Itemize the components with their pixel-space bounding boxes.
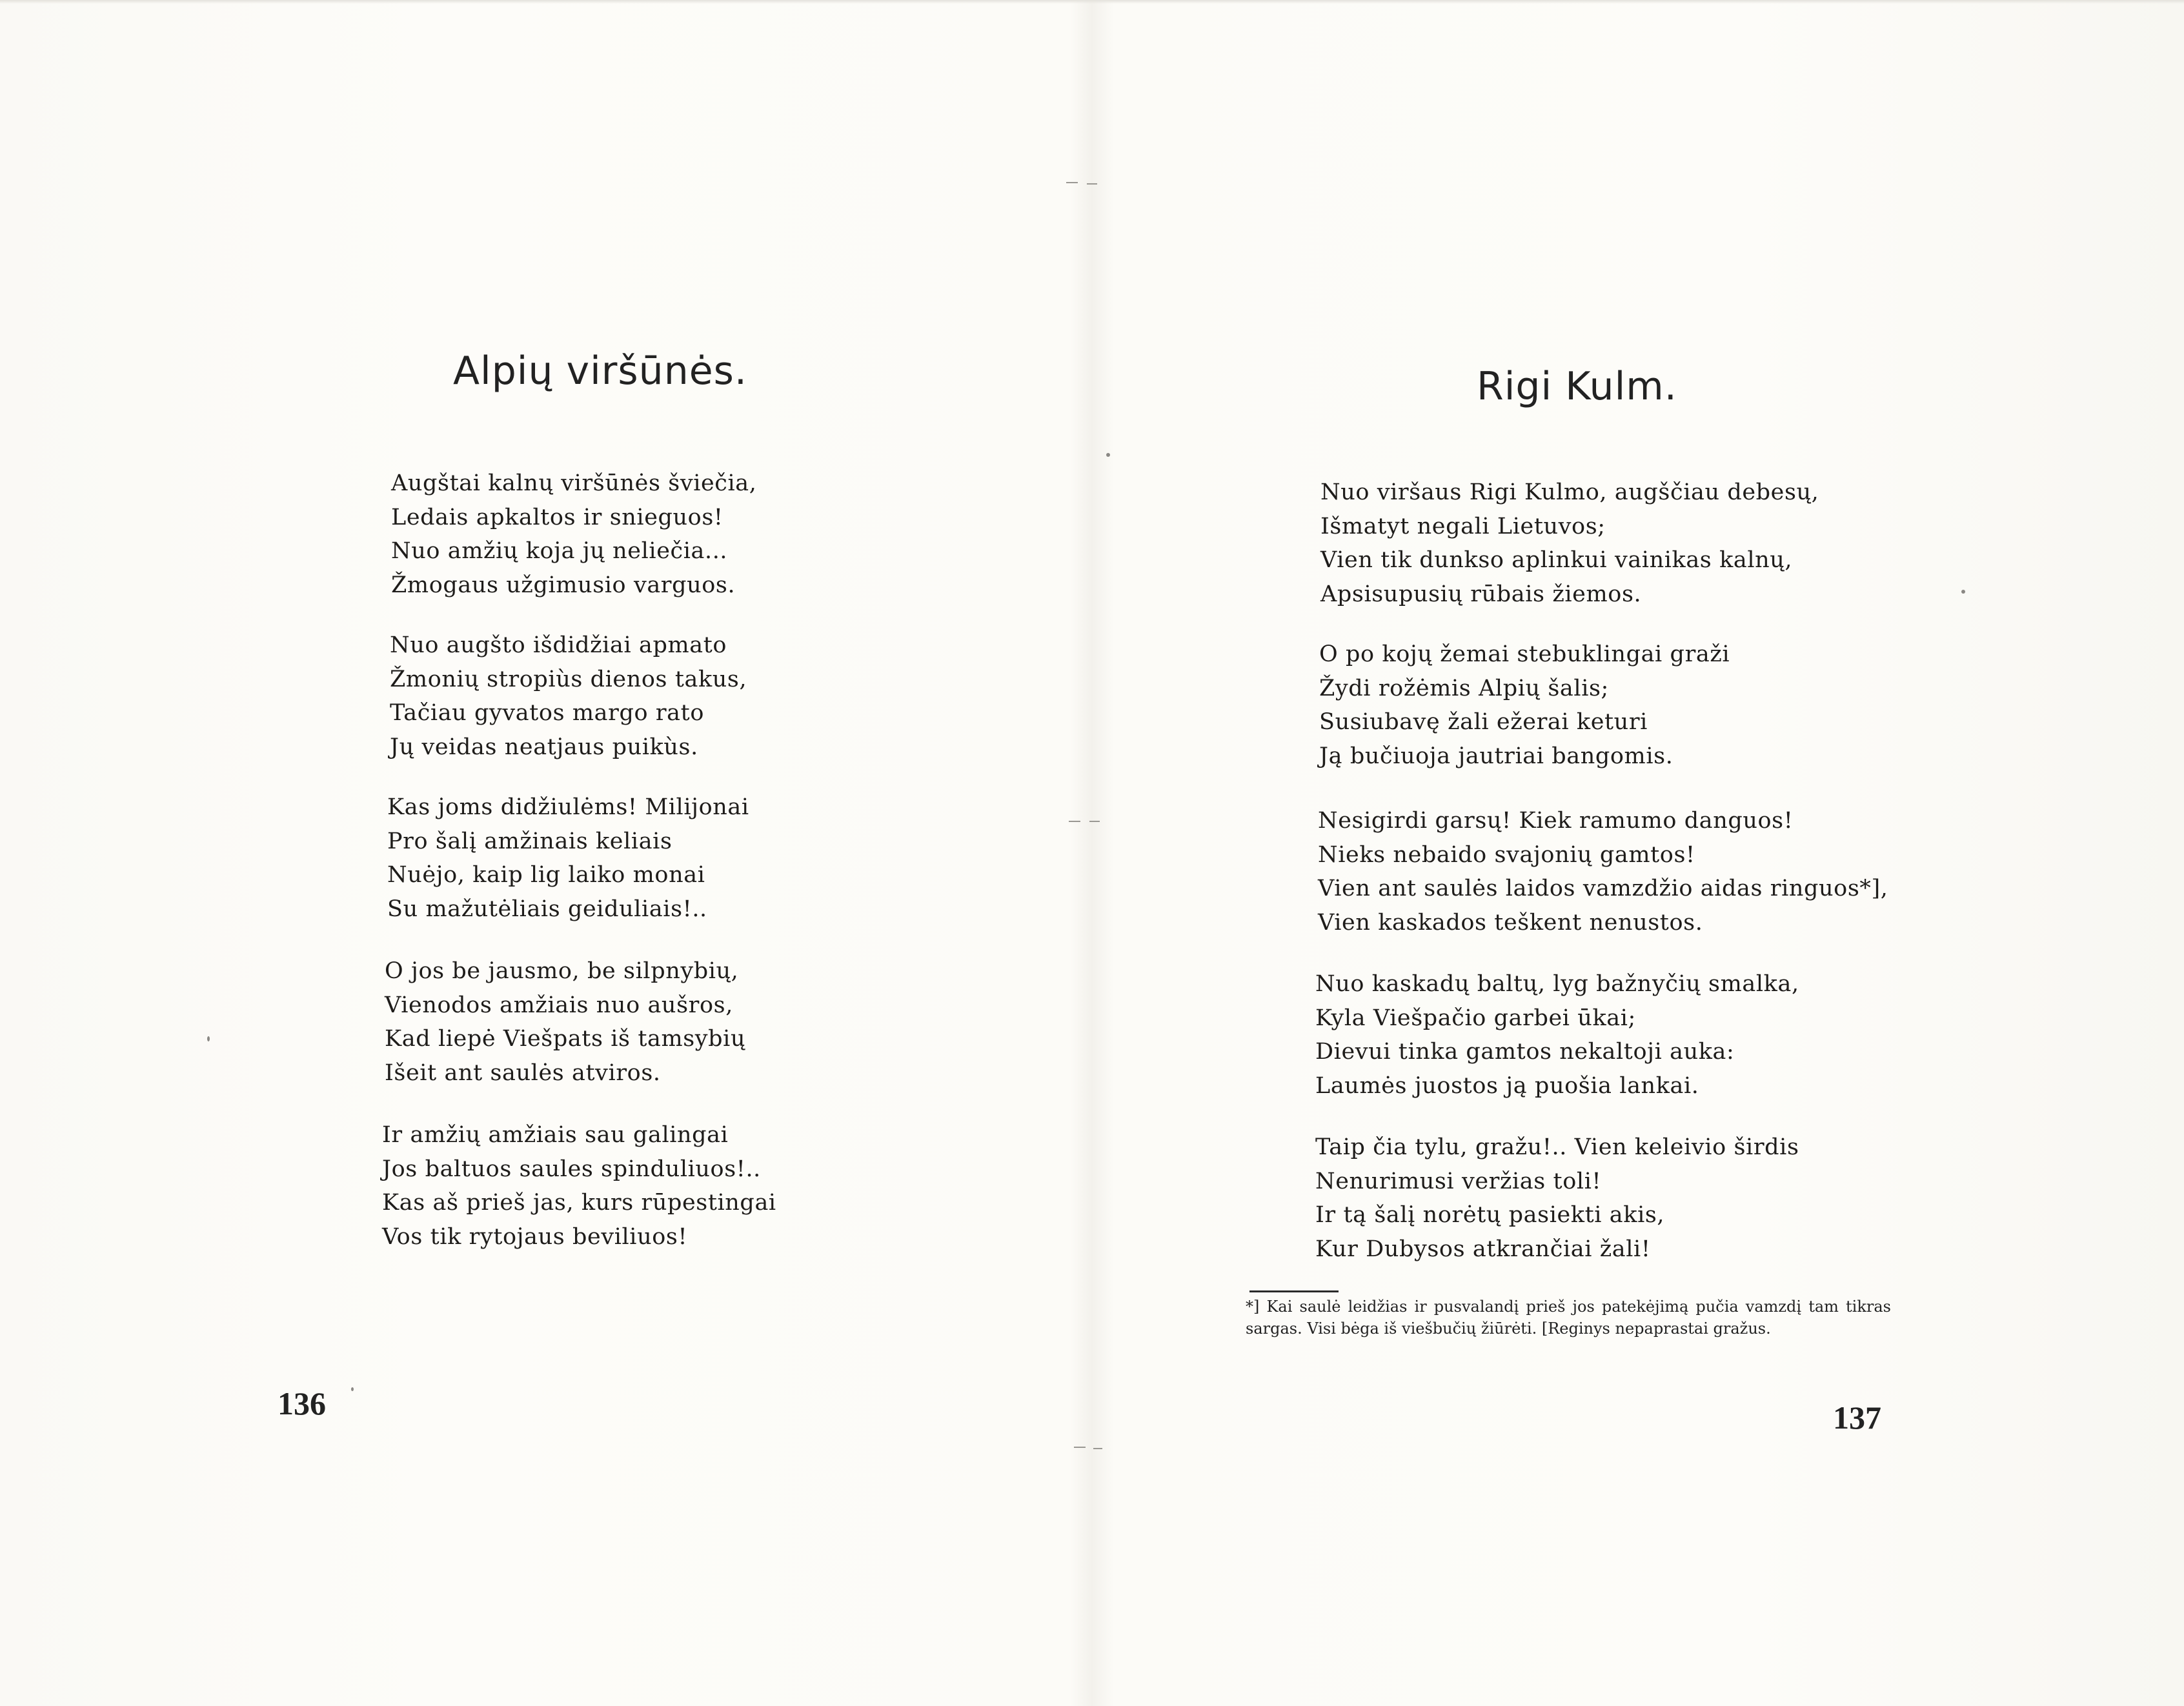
stanza	[1315, 967, 1799, 1103]
poem-title: Alpių viršūnės.	[453, 348, 747, 394]
page-number: 136	[278, 1385, 326, 1421]
verse-line: Nuo amžių koja jų neliečia...	[391, 538, 728, 564]
verse-line: Vienodos amžiais nuo aušros,	[385, 992, 733, 1018]
stanza	[391, 467, 756, 602]
verse-line: Dievui tinka gamtos nekaltoji auka:	[1315, 1039, 1735, 1065]
stanza	[1315, 1130, 1799, 1266]
verse-line: Ir amžių amžiais sau galingai	[382, 1122, 729, 1148]
verse-line: Su mažutėliais geiduliais!..	[387, 896, 707, 922]
verse-line: Vien ant saulės laidos vamzdžio aidas ringuos*],	[1318, 876, 1888, 901]
verse-line: Ir tą šalį norėtų pasiekti akis,	[1315, 1202, 1665, 1228]
verse-line: Jos baltuos saules spinduliuos!..	[382, 1156, 761, 1182]
right-page	[1092, 0, 2184, 1706]
stanza	[1320, 476, 1819, 611]
verse-line: Ledais apkaltos ir snieguos!	[391, 504, 723, 530]
verse-line: Kur Dubysos atkrančiai žali!	[1315, 1236, 1651, 1262]
verse-line: Žmonių stropiùs dienos takus,	[390, 666, 747, 692]
verse-line: Kad liepė Viešpats iš tamsybių	[385, 1026, 746, 1052]
verse-line: Nuo viršaus Rigi Kulmo, augščiau debesų,	[1320, 479, 1819, 505]
stanza	[1319, 637, 1730, 773]
verse-line: Kas joms didžiulėms! Milijonai	[387, 794, 749, 820]
verse-line: Išmatyt negali Lietuvos;	[1320, 513, 1606, 539]
verse-line: Ją bučiuoja jautriai bangomis.	[1319, 743, 1673, 769]
verse-line: Laumės juostos ją puošia lankai.	[1315, 1072, 1699, 1099]
stanza	[390, 628, 747, 764]
stanza	[387, 790, 749, 926]
verse-line: Žmogaus užgimusio varguos.	[391, 572, 736, 598]
verse-line: Nenurimusi veržias toli!	[1315, 1168, 1602, 1194]
verse-line: Nesigirdi garsų! Kiek ramumo danguos!	[1318, 808, 1794, 834]
verse-line: Kas aš prieš jas, kurs rūpestingai	[382, 1190, 776, 1216]
stanza	[382, 1118, 776, 1254]
verse-line: Nuo augšto išdidžiai apmato	[390, 632, 727, 658]
footnote-rule	[1249, 1290, 1339, 1292]
verse-line: Išeit ant saulės atviros.	[385, 1059, 661, 1086]
stanza	[385, 954, 745, 1090]
verse-line: Susiubavę žali ežerai keturi	[1319, 709, 1648, 735]
verse-line: Augštai kalnų viršūnės šviečia,	[391, 470, 757, 496]
verse-line: Vos tik rytojaus beviliuos!	[382, 1223, 688, 1250]
verse-line: Žydi rožėmis Alpių šalis;	[1319, 675, 1609, 701]
verse-line: Nuėjo, kaip lig laiko monai	[387, 862, 705, 888]
footnote: *] Kai saulė leidžias ir pusvalandį prieš jos patekėjimą pučia vamzdį tam tikras sargas. Visi bėga iš viešbučių žiūrėti. [Reginys nepaprastai gražus.	[1246, 1298, 1891, 1338]
verse-line: Taip čia tylu, gražu!.. Vien keleivio širdis	[1315, 1134, 1799, 1160]
stanza	[1318, 804, 1888, 939]
poem-title: Rigi Kulm.	[1477, 364, 1677, 409]
verse-line: Kyla Viešpačio garbei ūkai;	[1315, 1005, 1636, 1031]
verse-line: Jų veidas neatjaus puikùs.	[390, 734, 698, 760]
verse-line: Pro šalį amžinais keliais	[387, 828, 672, 854]
verse-line: Nuo kaskadų baltų, lyg bažnyčių smalka,	[1315, 971, 1799, 997]
verse-line: O jos be jausmo, be silpnybių,	[385, 958, 739, 984]
verse-line: Apsisupusių rūbais žiemos.	[1320, 581, 1642, 607]
verse-line: Vien tik dunkso aplinkui vainikas kalnų,	[1320, 547, 1793, 573]
verse-line: Tačiau gyvatos margo rato	[390, 700, 704, 726]
page-number: 137	[1833, 1400, 1881, 1436]
verse-line: Vien kaskados teškent nenustos.	[1318, 909, 1703, 936]
verse-line: Nieks nebaido svajonių gamtos!	[1318, 841, 1695, 868]
verse-line: O po kojų žemai stebuklingai graži	[1319, 641, 1730, 667]
